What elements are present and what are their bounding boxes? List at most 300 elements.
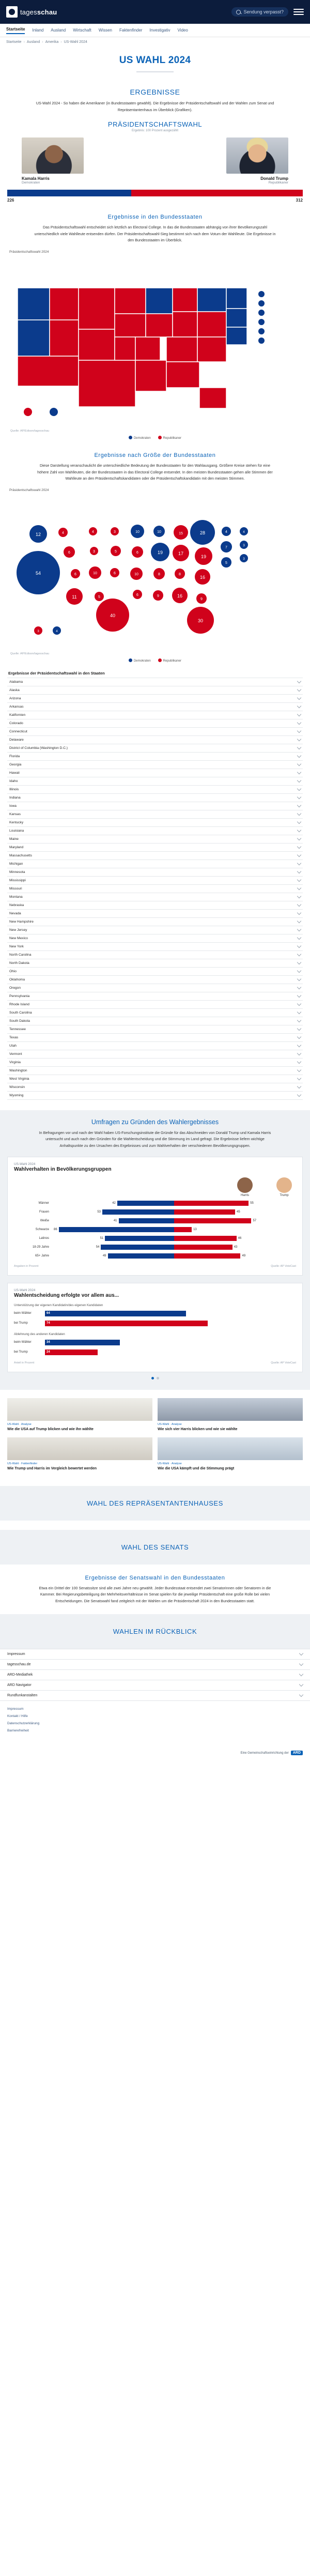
carousel-dot-1[interactable] bbox=[151, 1377, 154, 1379]
chevron-down-icon[interactable] bbox=[297, 911, 301, 915]
state-row[interactable] bbox=[7, 686, 303, 695]
svg-text:11: 11 bbox=[72, 594, 77, 600]
chevron-down-icon[interactable] bbox=[297, 977, 301, 981]
avatar bbox=[22, 137, 84, 174]
title-divider bbox=[136, 71, 174, 72]
state-name: Nevada bbox=[9, 911, 21, 915]
chart1-trump-bar bbox=[174, 1227, 192, 1232]
state-name: Hawaii bbox=[9, 771, 20, 775]
chevron-down-icon[interactable] bbox=[297, 1002, 301, 1006]
state-row[interactable] bbox=[7, 951, 303, 959]
chevron-down-icon[interactable] bbox=[297, 969, 301, 973]
chart2-rows bbox=[14, 1304, 296, 1357]
search-button[interactable] bbox=[231, 7, 288, 17]
chevron-down-icon[interactable] bbox=[297, 1068, 301, 1072]
svg-text:4: 4 bbox=[225, 530, 227, 534]
chart1-trump-value: 57 bbox=[253, 1219, 257, 1223]
document-thumbnail bbox=[7, 1437, 152, 1460]
chevron-down-icon[interactable] bbox=[297, 927, 301, 931]
teaser-2-title: Wie Trump und Harris im Vergleich bewertet werden bbox=[7, 1466, 97, 1470]
breadcrumb-item-0[interactable]: Startseite bbox=[6, 40, 22, 44]
harris-avatar bbox=[237, 1177, 253, 1193]
state-name: Montana bbox=[9, 895, 23, 899]
svg-text:9: 9 bbox=[200, 597, 203, 601]
state-row[interactable] bbox=[7, 719, 303, 728]
chevron-down-icon[interactable] bbox=[297, 754, 301, 758]
svg-text:19: 19 bbox=[157, 549, 163, 555]
chart1-harris-value: 53 bbox=[97, 1210, 101, 1214]
breadcrumb-sep-icon: › bbox=[42, 40, 43, 44]
footer-link-list bbox=[0, 1649, 310, 1701]
state-name: Tennessee bbox=[9, 1027, 26, 1031]
chevron-down-icon[interactable] bbox=[297, 1026, 301, 1031]
footer-link: tagesschau.de bbox=[7, 1662, 31, 1666]
teaser-3-title: Wie die USA kämpft und die Stimmung prägt bbox=[158, 1466, 235, 1470]
footer-meta-link[interactable]: Datenschutzerklärung bbox=[7, 1721, 40, 1725]
teaser-1-category: US-Wahl bbox=[158, 1422, 169, 1426]
nav-item-investigativ[interactable]: Investigativ bbox=[149, 28, 171, 33]
state-row[interactable] bbox=[7, 753, 303, 761]
surveys-heading: Umfragen zu Gründen des Wahlergebnisses bbox=[91, 1118, 219, 1126]
teaser-0-title: Wie die USA auf Trump blicken und wie ihn wählte bbox=[7, 1427, 94, 1431]
chevron-down-icon[interactable] bbox=[297, 902, 301, 907]
svg-text:3: 3 bbox=[243, 557, 245, 561]
chevron-down-icon[interactable] bbox=[297, 836, 301, 840]
chart1-harris-bar bbox=[59, 1227, 174, 1232]
svg-text:8: 8 bbox=[158, 572, 160, 576]
chevron-down-icon[interactable] bbox=[297, 803, 301, 807]
chart2-group-heading: Unterstützung der eigenen Kandidatin/des eigenen Kandidaten bbox=[14, 1303, 103, 1307]
nav-item-video[interactable]: Video bbox=[177, 28, 188, 33]
chevron-down-icon[interactable] bbox=[297, 853, 301, 857]
chevron-down-icon[interactable] bbox=[297, 787, 301, 791]
svg-text:16: 16 bbox=[199, 574, 206, 580]
us-state-map[interactable] bbox=[7, 257, 303, 433]
state-name: Missouri bbox=[9, 886, 22, 891]
chart1-harris-value: 86 bbox=[54, 1228, 57, 1232]
state-row[interactable] bbox=[7, 852, 303, 860]
state-row[interactable] bbox=[7, 1050, 303, 1059]
ard-text: Eine Gemeinschaftseinrichtung der bbox=[240, 1751, 289, 1755]
teaser-3[interactable]: US-Wahl · Analyse Wie die USA kämpft und die Stimmung prägt bbox=[158, 1437, 303, 1471]
state-row[interactable] bbox=[7, 992, 303, 1001]
harris-electoral-votes: 226 bbox=[7, 198, 14, 203]
state-name: Ohio bbox=[9, 969, 17, 973]
chevron-down-icon[interactable] bbox=[297, 720, 301, 725]
footer-link: Rundfunkanstalten bbox=[7, 1693, 38, 1697]
chart1-harris-bar bbox=[117, 1201, 174, 1206]
electoral-vote-numbers bbox=[7, 198, 303, 203]
chart1-trump-bar bbox=[174, 1209, 235, 1215]
candidate-party: Republikaner bbox=[268, 181, 288, 185]
harris-portrait bbox=[22, 137, 84, 174]
state-row[interactable] bbox=[7, 976, 303, 984]
chart1-series-heads bbox=[14, 1177, 296, 1197]
chart1-series-0-name: Harris bbox=[241, 1193, 249, 1197]
state-row[interactable] bbox=[7, 1017, 303, 1025]
state-row[interactable] bbox=[7, 984, 303, 992]
tagesschau-logo[interactable] bbox=[6, 6, 57, 18]
senate-heading: WAHL DES SENATS bbox=[121, 1543, 189, 1551]
state-name: Idaho bbox=[9, 779, 18, 783]
chart1-row bbox=[14, 1234, 296, 1243]
state-row[interactable] bbox=[7, 810, 303, 819]
state-row[interactable] bbox=[7, 777, 303, 786]
svg-text:4: 4 bbox=[62, 531, 64, 535]
chevron-down-icon[interactable] bbox=[297, 886, 301, 890]
breadcrumb-sep-icon: › bbox=[23, 40, 25, 44]
footer-meta-link[interactable]: Barrierefreiheit bbox=[7, 1728, 29, 1732]
chevron-down-icon[interactable] bbox=[297, 944, 301, 948]
state-map-source: Quelle: AP/Edison/tagesschau bbox=[10, 429, 50, 433]
state-row[interactable] bbox=[7, 827, 303, 835]
chart2-bar bbox=[45, 1321, 208, 1326]
chart1-category: Frauen bbox=[39, 1210, 49, 1214]
chevron-down-icon[interactable] bbox=[297, 795, 301, 799]
chart2-bar-value: 74 bbox=[47, 1322, 50, 1325]
breadcrumb-item-2[interactable]: Amerika bbox=[45, 40, 59, 44]
senate-results-heading: Ergebnisse der Senatswahl in den Bundesstaaten bbox=[85, 1574, 225, 1581]
chart1-trump-value: 13 bbox=[193, 1228, 197, 1232]
footer-row[interactable] bbox=[0, 1649, 310, 1660]
teaser-2-category: US-Wahl bbox=[7, 1462, 19, 1465]
elector-map-legend bbox=[7, 658, 303, 663]
state-row[interactable] bbox=[7, 769, 303, 777]
presidential-subtitle: Ergebnis: 100 Prozent ausgezählt bbox=[131, 129, 179, 133]
chevron-down-icon[interactable] bbox=[297, 1010, 301, 1014]
chart2-group-heading: Ablehnung des anderen Kandidaten bbox=[14, 1332, 65, 1336]
teaser-0[interactable]: US-Wahl · Analyse Wie die USA auf Trump blicken und wie ihn wählte bbox=[7, 1398, 152, 1432]
state-row[interactable] bbox=[7, 926, 303, 934]
chevron-down-icon[interactable] bbox=[297, 1076, 301, 1080]
nav-item-wirtschaft[interactable]: Wirtschaft bbox=[73, 28, 91, 33]
chart1-harris-value: 54 bbox=[96, 1246, 100, 1249]
carousel-dots[interactable] bbox=[7, 1377, 303, 1379]
state-row[interactable] bbox=[7, 1067, 303, 1075]
chart1-trump-value: 46 bbox=[238, 1237, 242, 1240]
state-name: Georgia bbox=[9, 762, 22, 766]
state-row[interactable] bbox=[7, 794, 303, 802]
surveys-intro: In Befragungen vor und nach der Wahl haben US-Forschungsinstitute die Gründe für das Abschneiden von Donald Trump und Kamala Harris untersucht und auch nach den Gründen für die Wahlentscheidung und die Stimmung im Land gefragt. Die Ergebnisse liefern wichtige Anhaltspunkte zu den Ursachen des Ergebnisses und zum Wahlverhalten der verschiedenen Bevölkerungsgruppen. bbox=[39, 1130, 271, 1148]
state-name: Utah bbox=[9, 1044, 17, 1048]
chevron-down-icon[interactable] bbox=[297, 778, 301, 783]
chevron-down-icon[interactable] bbox=[297, 894, 301, 898]
footer-meta-link[interactable]: Impressum bbox=[7, 1707, 24, 1711]
presidential-section bbox=[0, 120, 310, 203]
state-name: South Carolina bbox=[9, 1010, 32, 1015]
chevron-down-icon[interactable] bbox=[299, 1672, 303, 1676]
state-name: Pennsylvania bbox=[9, 994, 30, 998]
chevron-down-icon[interactable] bbox=[297, 919, 301, 923]
state-row[interactable] bbox=[7, 802, 303, 810]
chart1-harris-bar bbox=[101, 1245, 174, 1250]
carousel-dot-2[interactable] bbox=[157, 1377, 159, 1379]
state-row[interactable] bbox=[7, 1001, 303, 1009]
crowd-thumbnail bbox=[158, 1398, 303, 1421]
chevron-down-icon[interactable] bbox=[297, 878, 301, 882]
breadcrumb-item-3: US-Wahl 2024 bbox=[64, 40, 87, 44]
us-elector-bubble-map[interactable] bbox=[7, 495, 303, 655]
state-row[interactable] bbox=[7, 877, 303, 885]
chevron-down-icon[interactable] bbox=[297, 712, 301, 716]
state-map-section bbox=[0, 214, 310, 440]
state-name: Vermont bbox=[9, 1052, 22, 1056]
chevron-down-icon[interactable] bbox=[297, 811, 301, 816]
state-name: Alaska bbox=[9, 688, 20, 692]
chart1-trump-bar bbox=[174, 1253, 240, 1259]
chevron-down-icon[interactable] bbox=[297, 679, 301, 683]
candidate-name: Donald Trump bbox=[260, 176, 288, 181]
svg-text:40: 40 bbox=[110, 612, 116, 618]
chevron-down-icon[interactable] bbox=[299, 1693, 303, 1697]
chevron-down-icon[interactable] bbox=[297, 762, 301, 766]
chevron-down-icon[interactable] bbox=[297, 936, 301, 940]
teaser-row-2 bbox=[0, 1437, 310, 1477]
svg-text:6: 6 bbox=[114, 571, 116, 575]
nav-item-inland[interactable]: Inland bbox=[32, 28, 44, 33]
chart-card-decision-reason bbox=[7, 1283, 303, 1372]
chevron-down-icon[interactable] bbox=[297, 770, 301, 774]
nav-item-wissen[interactable]: Wissen bbox=[98, 28, 112, 33]
ard-footer bbox=[0, 1739, 310, 1770]
state-name: District of Columbia (Washington D.C.) bbox=[9, 746, 68, 750]
svg-text:30: 30 bbox=[197, 618, 204, 623]
state-map-text: Das Präsidentschaftswahl entscheidet sich letztlich an Electoral College. In das die Bundesstaaten abhängig von ihrer Bevölkerungszahl unterschiedlich viele Wahlleute entsenden dürfen. Der Präsidentschaftswahl-Sieg bestimmt sich nach dem Votum der Wahlleute. Die Ergebnisse in den Bundesstaaten im Überblick. bbox=[34, 225, 276, 243]
candidate-trump bbox=[226, 137, 288, 185]
svg-text:4: 4 bbox=[56, 630, 58, 633]
chart1-harris-value: 41 bbox=[113, 1219, 117, 1223]
state-map-chart-label: Präsidentschaftswahl 2024 bbox=[9, 250, 49, 254]
state-row[interactable] bbox=[7, 844, 303, 852]
state-row[interactable] bbox=[7, 703, 303, 711]
state-row[interactable] bbox=[7, 711, 303, 719]
state-row[interactable] bbox=[7, 918, 303, 926]
state-name: Connecticut bbox=[9, 729, 27, 733]
chevron-down-icon[interactable] bbox=[297, 993, 301, 998]
state-name: Oklahoma bbox=[9, 977, 25, 982]
state-row[interactable] bbox=[7, 1025, 303, 1034]
house-section bbox=[0, 1486, 310, 1521]
chevron-down-icon[interactable] bbox=[297, 1018, 301, 1022]
elector-map-heading: Ergebnisse nach Größe der Bundesstaaten bbox=[94, 452, 216, 458]
chart1-harris-value: 51 bbox=[100, 1237, 104, 1240]
chevron-down-icon[interactable] bbox=[297, 1051, 301, 1055]
state-name: Mississippi bbox=[9, 878, 26, 882]
state-row[interactable] bbox=[7, 860, 303, 868]
candidate-harris bbox=[22, 137, 84, 185]
state-row[interactable] bbox=[7, 901, 303, 910]
breadcrumb-item-1[interactable]: Ausland bbox=[26, 40, 40, 44]
svg-text:5: 5 bbox=[115, 549, 117, 554]
svg-text:28: 28 bbox=[199, 530, 206, 535]
svg-text:6: 6 bbox=[136, 593, 138, 597]
chart2-bar bbox=[45, 1350, 98, 1355]
chart1-row bbox=[14, 1217, 296, 1225]
state-name: New Mexico bbox=[9, 936, 28, 940]
chart1-trump-value: 49 bbox=[242, 1254, 246, 1258]
chevron-down-icon[interactable] bbox=[297, 745, 301, 749]
chevron-down-icon[interactable] bbox=[297, 687, 301, 692]
chevron-down-icon[interactable] bbox=[297, 737, 301, 741]
hamburger-menu-icon[interactable] bbox=[293, 9, 304, 15]
chart1-row bbox=[14, 1208, 296, 1217]
chevron-down-icon[interactable] bbox=[297, 869, 301, 873]
presidential-heading: PRÄSIDENTSCHAFTSWAHL bbox=[107, 120, 203, 129]
chevron-down-icon[interactable] bbox=[297, 729, 301, 733]
state-row[interactable] bbox=[7, 761, 303, 769]
candidate-row bbox=[7, 137, 303, 185]
chart1-row bbox=[14, 1252, 296, 1261]
footer-row[interactable] bbox=[0, 1691, 310, 1701]
state-name: Louisiana bbox=[9, 829, 24, 833]
state-name: Illinois bbox=[9, 787, 19, 791]
state-row[interactable] bbox=[7, 736, 303, 744]
chevron-down-icon[interactable] bbox=[297, 952, 301, 956]
state-row[interactable] bbox=[7, 728, 303, 736]
svg-text:19: 19 bbox=[200, 554, 207, 559]
breadcrumb bbox=[0, 37, 310, 47]
state-row[interactable] bbox=[7, 1009, 303, 1017]
state-name: Virginia bbox=[9, 1060, 21, 1064]
map-thumbnail bbox=[158, 1437, 303, 1460]
chart1-trump-bar bbox=[174, 1245, 233, 1250]
state-name: New Hampshire bbox=[9, 919, 34, 924]
state-row[interactable] bbox=[7, 695, 303, 703]
state-name: Wyoming bbox=[9, 1093, 24, 1097]
footer-link: Impressum bbox=[7, 1652, 25, 1656]
chart2-row bbox=[14, 1318, 296, 1328]
chevron-down-icon[interactable] bbox=[297, 828, 301, 832]
state-name: Kentucky bbox=[9, 820, 24, 824]
svg-text:6: 6 bbox=[74, 572, 76, 576]
trump-portrait bbox=[226, 137, 288, 174]
state-row[interactable] bbox=[7, 1059, 303, 1067]
svg-text:5: 5 bbox=[98, 595, 100, 599]
chevron-down-icon[interactable] bbox=[297, 861, 301, 865]
chevron-down-icon[interactable] bbox=[299, 1651, 303, 1655]
chart2-bar-label: bei Trump bbox=[14, 1351, 28, 1354]
svg-text:54: 54 bbox=[35, 570, 41, 576]
state-name: Wisconsin bbox=[9, 1085, 25, 1089]
chart1-harris-value: 49 bbox=[102, 1254, 106, 1258]
chevron-down-icon[interactable] bbox=[297, 1060, 301, 1064]
state-row[interactable] bbox=[7, 893, 303, 901]
chart1-series-1-name: Trump bbox=[280, 1193, 289, 1197]
chart2-row bbox=[14, 1338, 296, 1347]
state-name: North Carolina bbox=[9, 953, 32, 957]
chart2-bar-label: bei Trump bbox=[14, 1322, 28, 1325]
chart1-category: Weiße bbox=[40, 1219, 49, 1223]
state-row[interactable] bbox=[7, 1075, 303, 1083]
chevron-down-icon[interactable] bbox=[299, 1662, 303, 1666]
state-row[interactable] bbox=[7, 1042, 303, 1050]
state-row[interactable] bbox=[7, 910, 303, 918]
chevron-down-icon[interactable] bbox=[297, 696, 301, 700]
chart2-bar bbox=[45, 1340, 120, 1345]
state-name: Nebraska bbox=[9, 903, 24, 907]
svg-text:10: 10 bbox=[93, 571, 97, 575]
chevron-down-icon[interactable] bbox=[297, 960, 301, 964]
page-title-block bbox=[0, 47, 310, 78]
svg-text:17: 17 bbox=[178, 550, 184, 556]
svg-text:12: 12 bbox=[35, 531, 41, 537]
state-name: West Virginia bbox=[9, 1077, 29, 1081]
nav-item-ausland[interactable]: Ausland bbox=[51, 28, 66, 33]
svg-text:6: 6 bbox=[136, 550, 138, 555]
svg-text:4: 4 bbox=[243, 530, 245, 534]
state-row[interactable] bbox=[7, 786, 303, 794]
chart2-bar bbox=[45, 1311, 186, 1316]
chevron-down-icon[interactable] bbox=[297, 1043, 301, 1047]
state-name: Delaware bbox=[9, 738, 24, 742]
chevron-down-icon[interactable] bbox=[297, 1084, 301, 1088]
chart1-harris-bar bbox=[105, 1236, 174, 1241]
chevron-down-icon[interactable] bbox=[297, 1035, 301, 1039]
footer-row[interactable] bbox=[0, 1660, 310, 1670]
teaser-1[interactable]: US-Wahl · Analyse Wie sich vier Harris blicken und wie sie wählte bbox=[158, 1398, 303, 1432]
chart2-row bbox=[14, 1347, 296, 1357]
footer-row[interactable] bbox=[0, 1680, 310, 1691]
footer-link: ARD-Mediathek bbox=[7, 1673, 33, 1677]
svg-text:16: 16 bbox=[177, 593, 183, 599]
state-row[interactable] bbox=[7, 1034, 303, 1042]
footer-meta-link[interactable]: Kontakt / Hilfe bbox=[7, 1714, 28, 1718]
teaser-2[interactable]: US-Wahl · Faktenfinder Wie Trump und Harris im Vergleich bewertet werden bbox=[7, 1437, 152, 1471]
nav-item-startseite[interactable]: Startseite bbox=[6, 27, 25, 34]
footer-row[interactable] bbox=[0, 1670, 310, 1680]
chart1-title: Wahlverhalten in Bevölkerungsgruppen bbox=[14, 1166, 112, 1172]
state-row[interactable] bbox=[7, 943, 303, 951]
chart2-bar-label: beim Wähler bbox=[14, 1341, 32, 1344]
state-row[interactable] bbox=[7, 885, 303, 893]
chevron-down-icon[interactable] bbox=[297, 845, 301, 849]
chevron-down-icon[interactable] bbox=[299, 1682, 303, 1686]
state-name: New York bbox=[9, 944, 24, 948]
state-row[interactable] bbox=[7, 744, 303, 753]
state-row[interactable] bbox=[7, 819, 303, 827]
chart1-harris-value: 42 bbox=[112, 1202, 116, 1205]
state-row[interactable] bbox=[7, 1092, 303, 1100]
state-name: Kansas bbox=[9, 812, 21, 816]
state-row[interactable] bbox=[7, 835, 303, 844]
state-row[interactable] bbox=[7, 934, 303, 943]
chevron-down-icon[interactable] bbox=[297, 985, 301, 989]
state-row[interactable] bbox=[7, 678, 303, 686]
chevron-down-icon[interactable] bbox=[297, 820, 301, 824]
chart1-source: Quelle: AP VoteCast bbox=[271, 1264, 296, 1268]
nav-item-faktenfinder[interactable]: Faktenfinder bbox=[119, 28, 143, 33]
surveys-section bbox=[0, 1110, 310, 1390]
page-title: US WAHL 2024 bbox=[119, 55, 191, 66]
svg-text:10: 10 bbox=[135, 530, 140, 534]
chart1-trump-value: 55 bbox=[250, 1202, 254, 1205]
elector-map-text: Diese Darstellung veranschaulicht die unterschiedliche Bedeutung der Bundesstaaten für den Wahlausgang. Größere Kreise stehen für eine höhere Zahl von Wahlleuten, die der Bundesstaaten in das Electoral College entsendet. In den meisten Bundesstaaten gehen alle Stimmen der Wahlleute an den Präsidentschaftskandidaten oder die Präsidentschaftskandidatin mit den meisten Stimmen. bbox=[37, 463, 273, 481]
chevron-down-icon[interactable] bbox=[297, 704, 301, 708]
state-name: Washington bbox=[9, 1068, 27, 1072]
state-row[interactable] bbox=[7, 1083, 303, 1092]
chevron-down-icon[interactable] bbox=[297, 1093, 301, 1097]
chart1-category: 18-29 Jahre bbox=[32, 1246, 49, 1249]
state-name: Kalifornien bbox=[9, 713, 26, 717]
state-row[interactable] bbox=[7, 868, 303, 877]
ard-logo: ARD bbox=[291, 1751, 303, 1755]
state-row[interactable] bbox=[7, 968, 303, 976]
state-name: Arizona bbox=[9, 696, 21, 700]
state-map-heading: Ergebnisse in den Bundesstaaten bbox=[107, 214, 203, 221]
state-row[interactable] bbox=[7, 959, 303, 968]
results-section bbox=[0, 88, 310, 113]
teaser-row-1 bbox=[0, 1390, 310, 1437]
